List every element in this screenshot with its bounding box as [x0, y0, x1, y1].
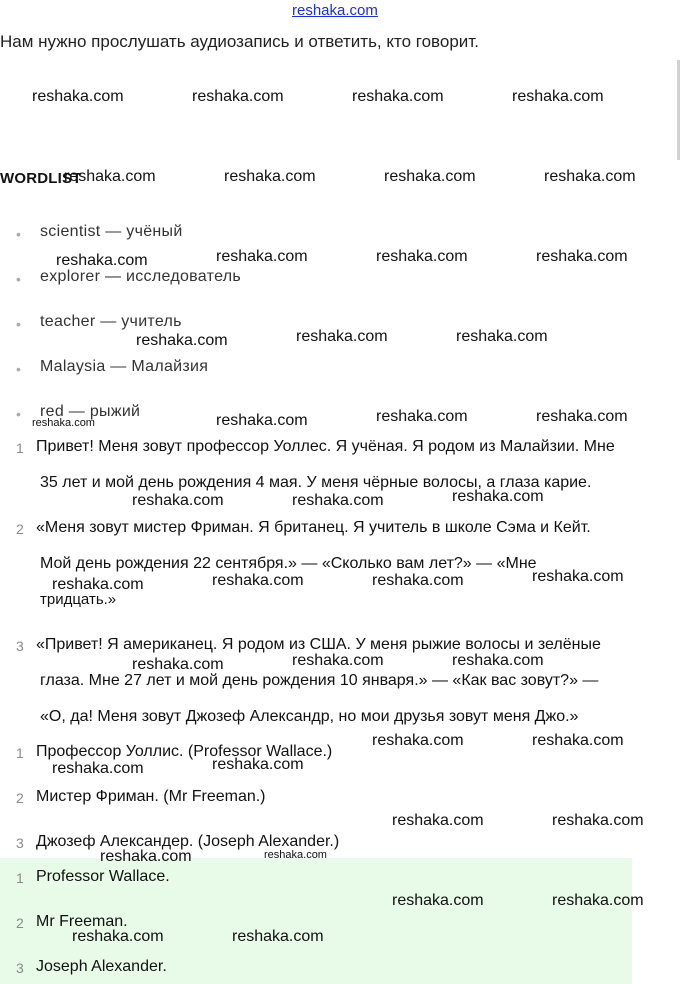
bullet: •: [16, 361, 21, 377]
watermark: reshaka.com: [532, 568, 624, 585]
watermark: reshaka.com: [376, 248, 468, 265]
transcript-line: «Меня зовут мистер Фриман. Я британец. Я учитель в школе Сэма и Кейт.: [36, 519, 591, 536]
watermark: reshaka.com: [32, 88, 124, 105]
wordlist-item: scientist — учёный: [40, 223, 183, 240]
site-link[interactable]: reshaka.com: [292, 2, 378, 19]
watermark: reshaka.com: [232, 928, 324, 945]
item-number: 2: [16, 915, 24, 931]
watermark: reshaka.com: [372, 572, 464, 589]
transcript-line: Привет! Меня зовут профессор Уоллес. Я учёная. Я родом из Малайзии. Мне: [36, 438, 615, 455]
item-number: 2: [16, 790, 24, 806]
transcript-line: 35 лет и мой день рождения 4 мая. У меня чёрные волосы, а глаза карие.: [40, 474, 592, 491]
watermark: reshaka.com: [392, 812, 484, 829]
watermark: reshaka.com: [52, 760, 144, 777]
item-number: 1: [16, 745, 24, 761]
watermark: reshaka.com: [224, 168, 316, 185]
transcript-line: глаза. Мне 27 лет и мой день рождения 10 января.» — «Как вас зовут?» —: [40, 672, 599, 689]
watermark: reshaka.com: [512, 88, 604, 105]
watermark: reshaka.com: [552, 812, 644, 829]
item-number: 3: [16, 638, 24, 654]
watermark: reshaka.com: [456, 328, 548, 345]
watermark: reshaka.com: [52, 576, 144, 593]
watermark: reshaka.com: [132, 656, 224, 673]
watermark: reshaka.com: [552, 892, 644, 909]
item-number: 1: [16, 440, 24, 456]
transcript-line: «Привет! Я американец. Я родом из США. У меня рыжие волосы и зелёные: [36, 636, 601, 653]
watermark: reshaka.com: [32, 417, 95, 429]
watermark: reshaka.com: [544, 168, 636, 185]
watermark: reshaka.com: [352, 88, 444, 105]
watermark: reshaka.com: [56, 252, 148, 269]
watermark: reshaka.com: [392, 892, 484, 909]
watermark: reshaka.com: [384, 168, 476, 185]
watermark: reshaka.com: [212, 572, 304, 589]
item-number: 1: [16, 870, 24, 886]
watermark: reshaka.com: [296, 328, 388, 345]
item-number: 3: [16, 835, 24, 851]
bullet: •: [16, 316, 21, 332]
watermark: reshaka.com: [536, 248, 628, 265]
watermark: reshaka.com: [452, 488, 544, 505]
wordlist-item: red — рыжий: [40, 403, 141, 420]
transcript-line: «О, да! Меня зовут Джозеф Александр, но мои друзья зовут меня Джо.»: [40, 708, 579, 725]
bullet: •: [16, 226, 21, 242]
bullet: •: [16, 406, 21, 422]
item-number: 3: [16, 960, 24, 976]
watermark: reshaka.com: [136, 332, 228, 349]
answer-ru: Профессор Уоллис. (Professor Wallace.): [36, 743, 333, 760]
answer-en: Professor Wallace.: [36, 868, 170, 885]
watermark: reshaka.com: [216, 248, 308, 265]
watermark: reshaka.com: [264, 849, 327, 861]
watermark: reshaka.com: [216, 412, 308, 429]
answer-en: Mr Freeman.: [36, 913, 128, 930]
watermark: reshaka.com: [372, 732, 464, 749]
transcript-line: Мой день рождения 22 сентября.» — «Сколько вам лет?» — «Мне: [40, 555, 537, 572]
answer-ru: Мистер Фриман. (Mr Freeman.): [36, 788, 266, 805]
item-number: 2: [16, 521, 24, 537]
answer-en: Joseph Alexander.: [36, 958, 167, 975]
wordlist-heading: WORDLIST: [0, 170, 82, 187]
watermark: reshaka.com: [452, 652, 544, 669]
watermark: reshaka.com: [532, 732, 624, 749]
watermark: reshaka.com: [212, 756, 304, 773]
watermark: reshaka.com: [292, 652, 384, 669]
watermark: reshaka.com: [536, 408, 628, 425]
wordlist-item: teacher — учитель: [40, 313, 182, 330]
watermark: reshaka.com: [64, 168, 156, 185]
transcript-line: тридцать.»: [40, 591, 117, 608]
intro-text: Нам нужно прослушать аудиозапись и ответить, кто говорит.: [0, 32, 479, 51]
watermark: reshaka.com: [376, 408, 468, 425]
watermark: reshaka.com: [292, 492, 384, 509]
watermark: reshaka.com: [132, 492, 224, 509]
wordlist-item: explorer — исследователь: [40, 268, 242, 285]
watermark: reshaka.com: [72, 928, 164, 945]
bullet: •: [16, 271, 21, 287]
watermark: reshaka.com: [192, 88, 284, 105]
wordlist-item: Malaysia — Малайзия: [40, 358, 209, 375]
answer-ru: Джозеф Александер. (Joseph Alexander.): [36, 833, 340, 850]
watermark: reshaka.com: [100, 848, 192, 865]
